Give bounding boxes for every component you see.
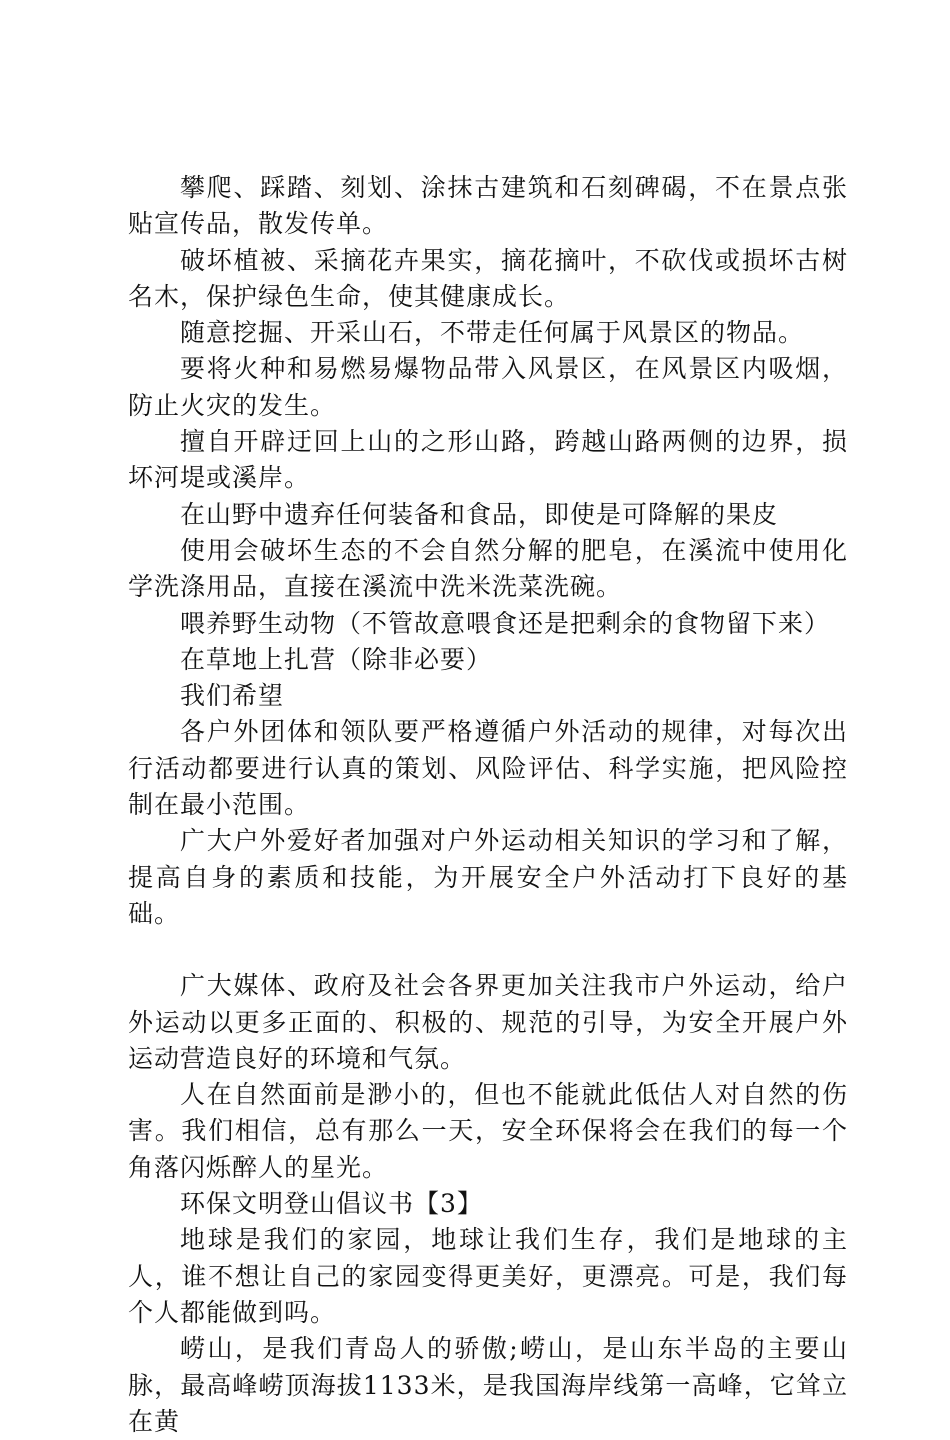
paragraph-earth: 地球是我们的家园，地球让我们生存，我们是地球的主人，谁不想让自己的家园变得更美好，更漂亮。可是，我们每个人都能做到吗。 [128, 1225, 848, 1327]
paragraph-digging: 随意挖掘、开采山石，不带走任何属于风景区的物品。 [180, 318, 805, 348]
paragraph-spacer [128, 932, 848, 968]
paragraph-camping: 在草地上扎营（除非必要） [180, 644, 493, 674]
paragraph-vegetation: 破坏植被、采摘花卉果实，摘花摘叶，不砍伐或损坏古树名木，保护绿色生命，使其健康成长。 [128, 245, 848, 311]
paragraph-enthusiasts: 广大户外爱好者加强对户外运动相关知识的学习和了解，提高自身的素质和技能，为开展安全户外活动打下良好的基础。 [128, 826, 848, 928]
paragraph-we-hope: 我们希望 [180, 681, 285, 711]
section-heading: 环保文明登山倡议书【3】 [180, 1189, 483, 1219]
paragraph-soap: 使用会破坏生态的不会自然分解的肥皂，在溪流中使用化学洗涤用品，直接在溪流中洗米洗菜洗碗。 [128, 535, 848, 602]
paragraph-laoshan: 崂山，是我们青岛人的骄傲;崂山，是山东半岛的主要山脉，最高峰崂顶海拔1133米，是我国海岸线第一高峰，它耸立在黄 [128, 1334, 848, 1436]
paragraph-feeding: 喂养野生动物（不管故意喂食还是把剩余的食物留下来） [180, 608, 831, 638]
paragraph-groups: 各户外团体和领队要严格遵循户外活动的规律，对每次出行活动都要进行认真的策划、风险评估、科学实施，把风险控制在最小范围。 [128, 717, 848, 820]
paragraph-climbing: 攀爬、踩踏、刻划、涂抹古建筑和石刻碑碣，不在景点张贴宣传品，散发传单。 [128, 173, 848, 239]
paragraph-media: 广大媒体、政府及社会各界更加关注我市户外运动，给户外运动以更多正面的、积极的、规范的引导，为安全开展户外运动营造良好的环境和气氛。 [128, 971, 848, 1073]
paragraph-nature: 人在自然面前是渺小的，但也不能就此低估人对自然的伤害。我们相信，总有那么一天，安全环保将会在我们的每一个角落闪烁醉人的星光。 [128, 1080, 848, 1182]
paragraph-fire: 要将火种和易燃易爆物品带入风景区，在风景区内吸烟，防止火灾的发生。 [128, 354, 848, 420]
paragraph-trails: 擅自开辟迂回上山的之形山路，跨越山路两侧的边界，损坏河堤或溪岸。 [128, 427, 848, 493]
document-body [128, 170, 848, 1440]
paragraph-littering: 在山野中遗弃任何装备和食品，即使是可降解的果皮 [180, 499, 779, 529]
